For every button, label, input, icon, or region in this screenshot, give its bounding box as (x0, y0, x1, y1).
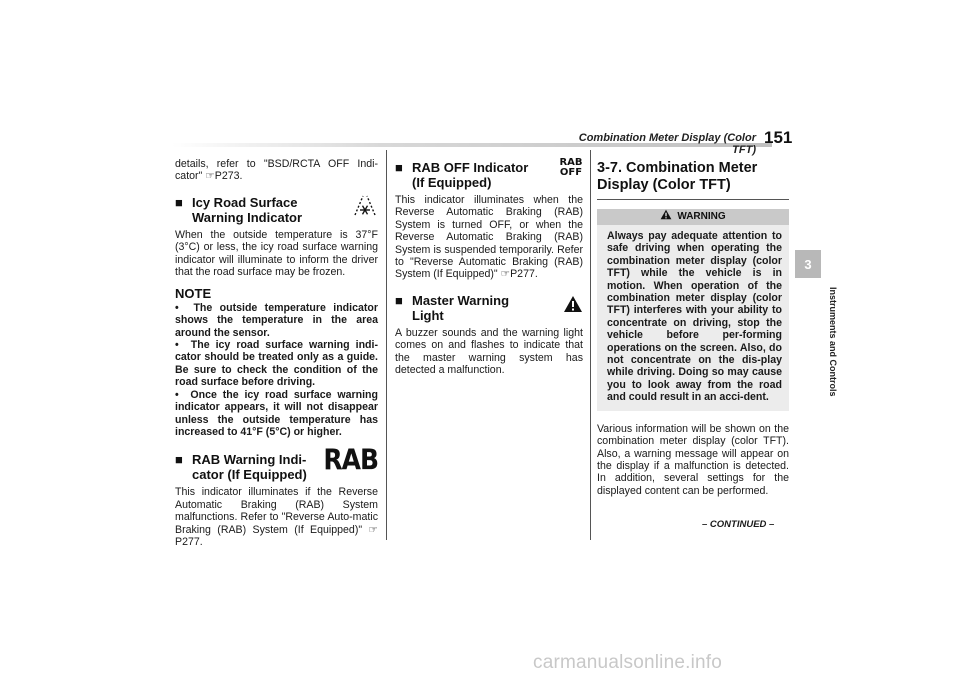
note-item: • The icy road surface warning indi-cator should be treated only as a guide. Be sure to check the condition of the road surface before driving. (175, 339, 378, 389)
warning-text: Always pay adequate attention to safe driving when operating the combination meter display (color TFT) while the vehicle is in motion. When operation of the combination meter display (color TFT) interferes with your ability to concentrate on driving, stop the vehicle before per-forming operations on the screen. Also, do not concentrate on the dis-play while driving. Doing so may cause you to look away from the road and could result in an acci-dent. (607, 230, 782, 404)
heading-bullet: ■ (395, 292, 403, 308)
warning-triangle-icon (660, 209, 672, 224)
icy-road-heading (175, 195, 378, 225)
warning-box (597, 209, 789, 411)
icy-road-body: When the outside temperature is 37°F (3°C) or less, the icy road surface warning indicator will illuminate to inform the driver that the road surface may be frozen. (175, 228, 378, 279)
icy-road-icon (352, 193, 378, 220)
master-warning-body: A buzzer sounds and the warning light comes on and flashes to indicate that the master warning system has detected a malfunction. (395, 326, 583, 377)
master-warning-heading (395, 293, 583, 323)
rab-off-heading (395, 157, 583, 190)
heading-bullet: ■ (395, 160, 403, 175)
chapter-tab: 3 (795, 250, 821, 278)
warning-header (597, 209, 789, 225)
column-right (597, 158, 789, 497)
master-warning-title: Master Warning Light (412, 292, 510, 323)
continued-label: – CONTINUED – (702, 519, 775, 530)
running-header: Combination Meter Display (Color TFT) (578, 132, 756, 156)
page-number: 151 (764, 128, 793, 147)
note-item: • The outside temperature indicator shows the temperature in the area around the sensor. (175, 301, 378, 339)
section-body: Various information will be shown on the combination meter display (color TFT). Also, a warning message will appear on the display if a malfunction is detected. In addition, several settings for the displayed content can be performed. (597, 422, 789, 497)
column-divider (386, 150, 387, 540)
rab-icon: RAB (323, 443, 378, 477)
watermark: carmanualsonline.info (533, 652, 723, 673)
rab-warning-body: This indicator illuminates if the Reverse Automatic Braking (RAB) System malfunctions. Refer to "Reverse Auto-matic Braking (RAB) System (If Equipped)" ☞P277. (175, 486, 378, 548)
warning-label: WARNING (677, 210, 726, 222)
column-middle (395, 158, 583, 376)
section-title: 3-7. Combination Meter Display (Color TFT) (597, 160, 789, 200)
heading-bullet: ■ (175, 194, 183, 210)
rab-off-title: RAB OFF Indicator (If Equipped) (412, 160, 529, 190)
column-divider (590, 150, 591, 540)
rab-warning-heading (175, 443, 378, 483)
rab-off-icon: RAB OFF (559, 157, 583, 178)
note-title: NOTE (175, 286, 212, 302)
rab-off-body: This indicator illuminates when the Reverse Automatic Braking (RAB) System is turned OFF, or when the Reverse Automatic Braking (RAB) System is suspended temporarily. Refer to "Reverse Automatic Braking (RAB) System (If Equipped)" ☞P277. (395, 194, 583, 281)
intro-paragraph: details, refer to "BSD/RCTA OFF Indi-cator" ☞P273. (175, 158, 378, 183)
icy-road-title: Icy Road Surface Warning Indicator (192, 194, 303, 225)
column-left (175, 158, 378, 548)
chapter-label: Instruments and Controls (828, 287, 838, 397)
note-item: • Once the icy road surface warning indicator appears, it will not disappear unless the outside temperature has increased to 41°F (5°C) or higher. (175, 388, 378, 438)
heading-bullet: ■ (175, 452, 183, 468)
warning-triangle-icon (563, 295, 583, 316)
rab-warning-title: RAB Warning Indi-cator (If Equipped) (192, 452, 307, 483)
